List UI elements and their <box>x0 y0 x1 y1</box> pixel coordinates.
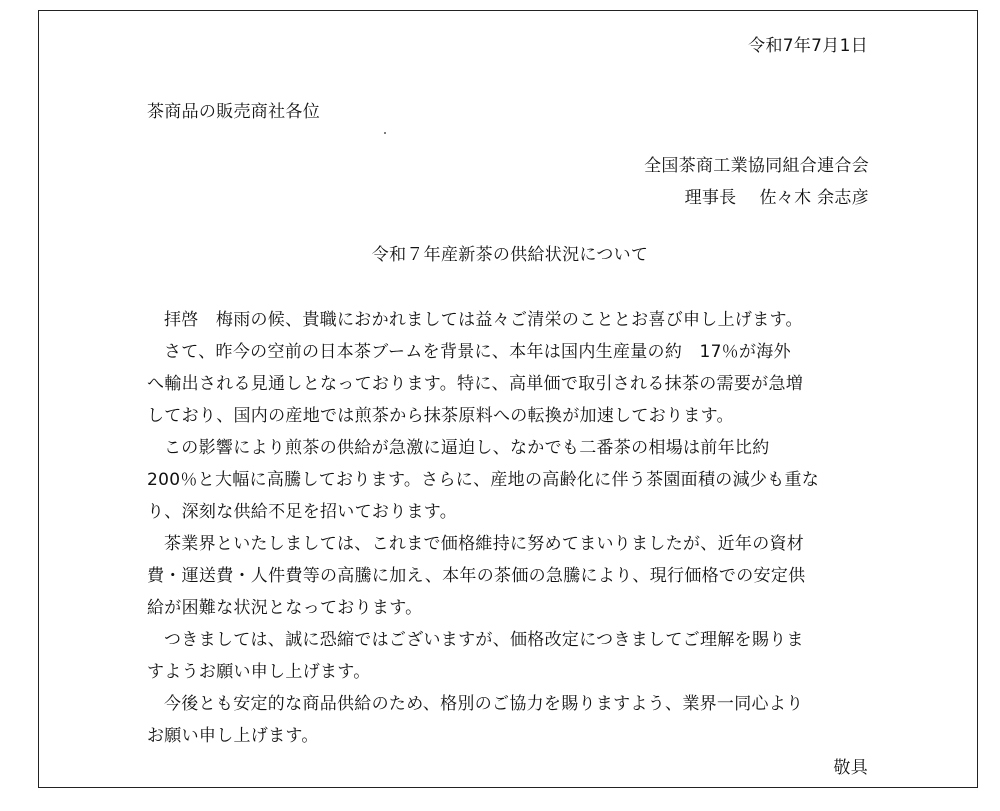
letter-subject: 令和７年産新茶の供給状況について <box>371 245 649 265</box>
scan-speck <box>384 132 386 134</box>
body-line: すようお願い申し上げます。 <box>147 662 371 682</box>
body-line: 費・運送費・人件費等の高騰に加え、本年の茶価の急騰により、現行価格での安定供 <box>147 566 806 586</box>
letter-closing: 敬具 <box>833 758 868 778</box>
body-line: さて、昨今の空前の日本茶ブームを背景に、本年は国内生産量の約 17％が海外 <box>164 342 791 362</box>
letter-addressee: 茶商品の販売商社各位 <box>147 102 320 122</box>
body-line: へ輸出される見通しとなっております。特に、高単価で取引される抹茶の需要が急増 <box>147 374 804 394</box>
body-line: 茶業界といたしましては、これまで価格維持に努めてまいりましたが、近年の資材 <box>164 534 805 554</box>
body-line: 今後とも安定的な商品供給のため、格別のご協力を賜りますよう、業界一同心より <box>164 694 804 714</box>
body-line: 200％と大幅に高騰しております。さらに、産地の高齢化に伴う茶園面積の減少も重な <box>147 470 820 490</box>
body-line: この影響により煎茶の供給が急激に逼迫し、なかでも二番茶の相場は前年比約 <box>164 438 770 458</box>
body-line: り、深刻な供給不足を招いております。 <box>147 502 458 522</box>
letter-date: 令和7年7月1日 <box>748 36 868 56</box>
body-line: 給が困難な状況となっております。 <box>147 598 423 618</box>
body-line: お願い申し上げます。 <box>147 726 319 746</box>
body-line: しており、国内の産地では煎茶から抹茶原料への転換が加速しております。 <box>147 406 734 426</box>
body-line: つきましては、誠に恐縮ではございますが、価格改定につきましてご理解を賜りま <box>164 630 804 650</box>
body-line: 拝啓 梅雨の候、貴職におかれましては益々ご清栄のこととお喜び申し上げます。 <box>164 310 803 330</box>
sender-organization: 全国茶商工業協同組合連合会 <box>644 156 869 176</box>
sender-name: 理事長 佐々木 余志彦 <box>684 188 869 208</box>
